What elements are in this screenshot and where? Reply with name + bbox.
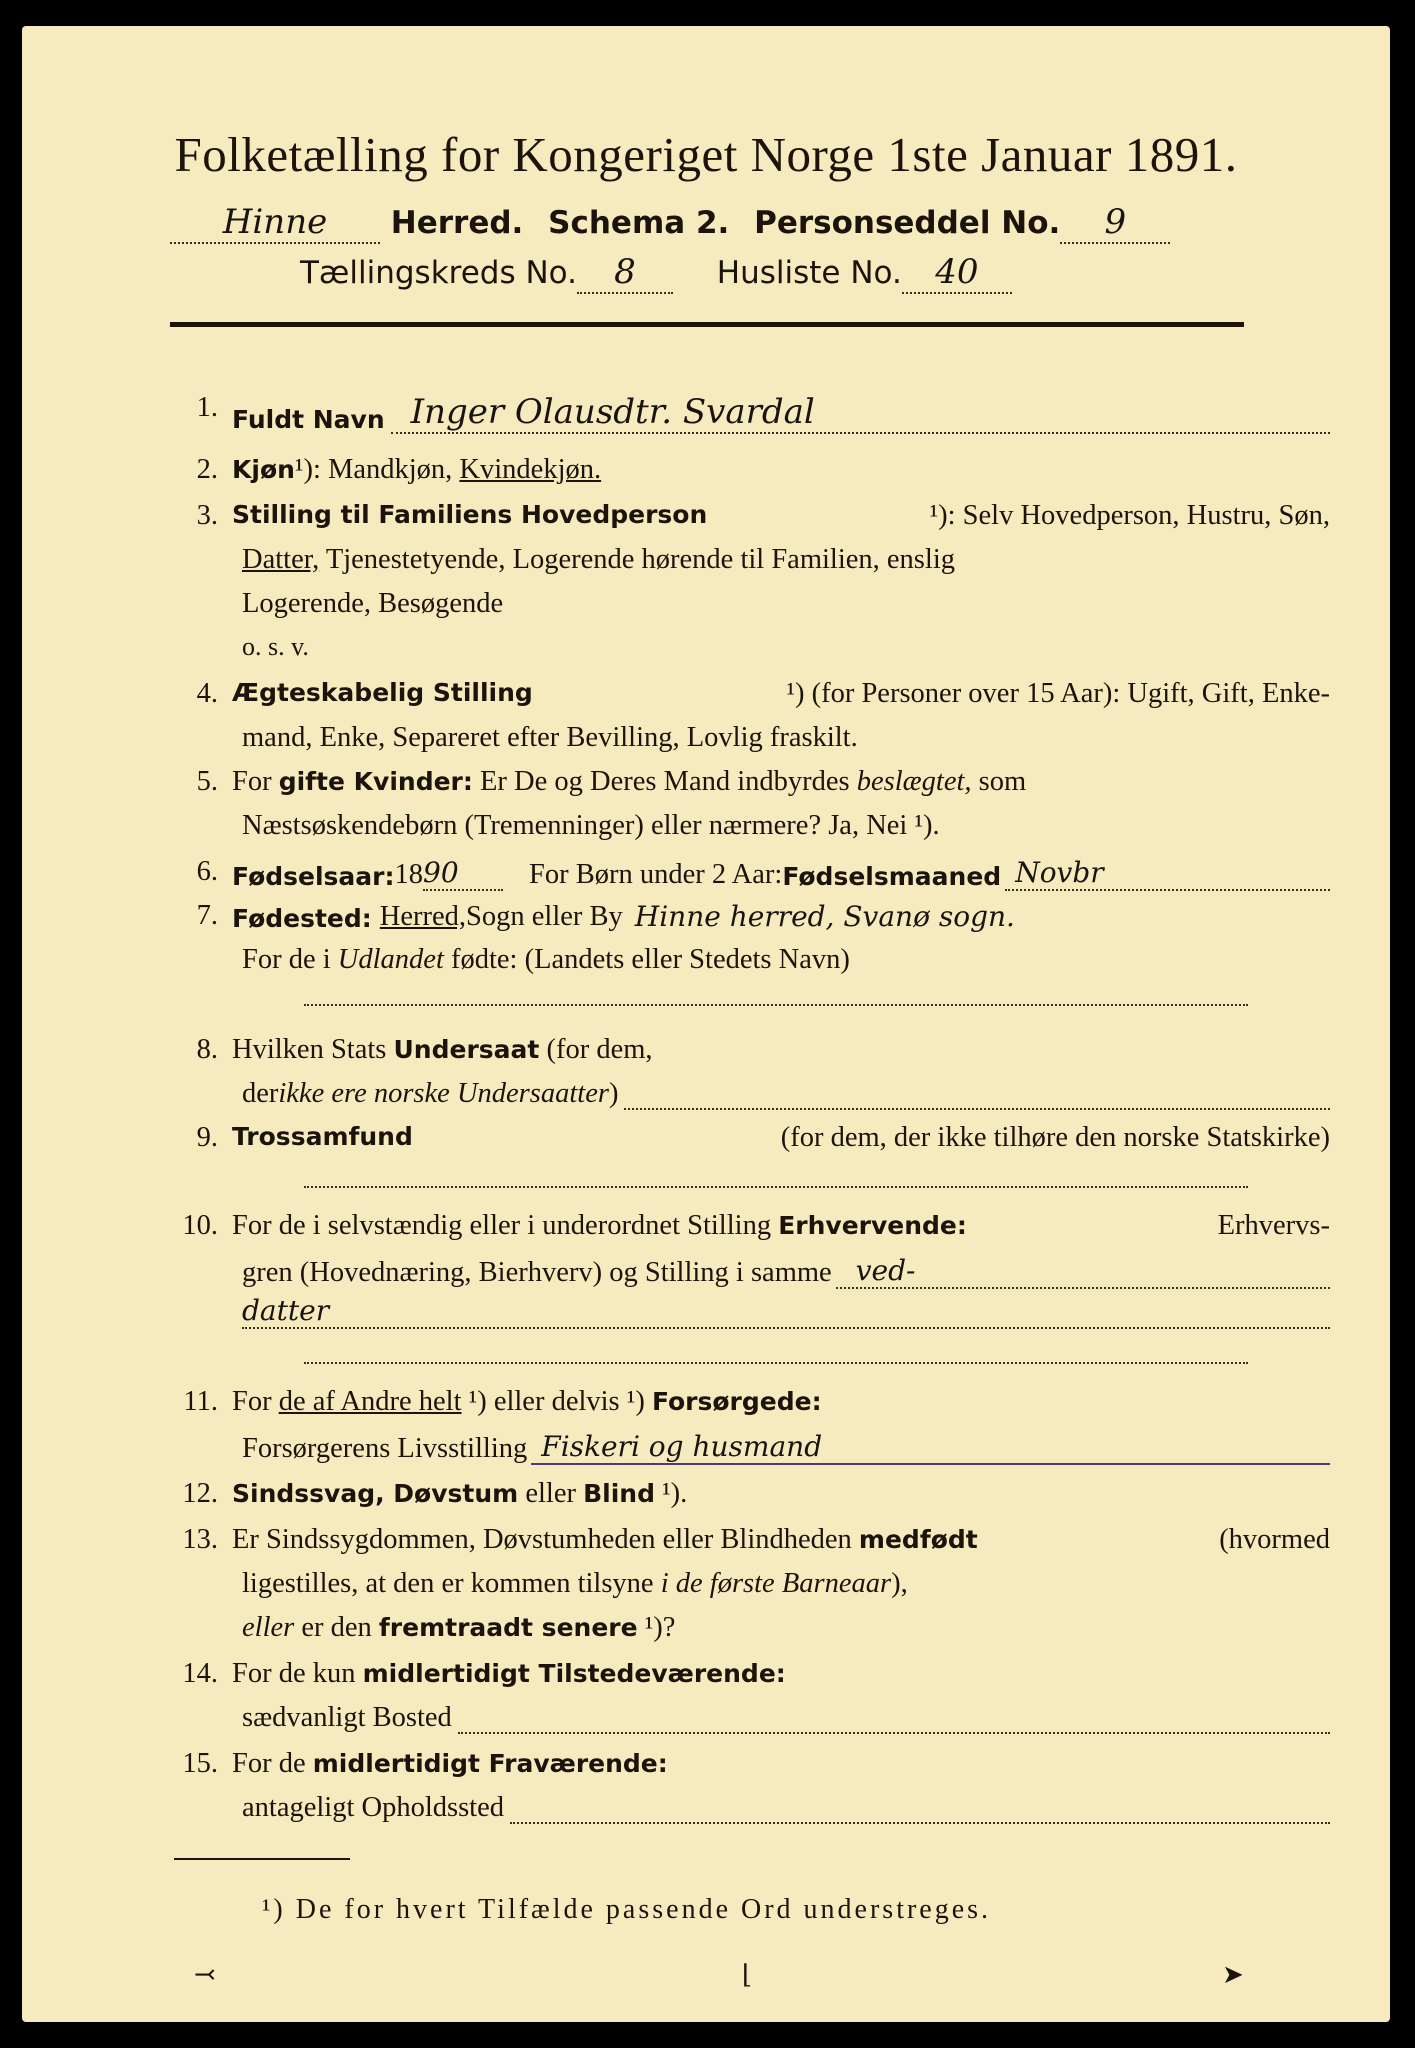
husliste-label: Husliste No. [716, 255, 902, 291]
erhverv-value-1: ved- [836, 1254, 1330, 1289]
fodested-value: Hinne herred, Svanø sogn. [634, 900, 1015, 933]
fuldt-navn-value: Inger Olausdtr. Svardal [391, 392, 1330, 434]
form-title: Folketælling for Kongeriget Norge 1ste Januar 1891. [174, 127, 1238, 182]
census-form-page: Folketælling for Kongeriget Norge 1ste Januar 1891. Hinne Herred. Schema 2. Personseddel No. 9 Tællingskreds No. 8 Husliste No. 40 1. Fuldt Navn Inger Olausdtr. Svardal 2. Kjøn¹): Mandkjøn, Kvindekjøn. 3. Stilling til Familiens Hovedperson ¹): Selv Hovedperson, Hustru, Søn, Datter, Tjenestetyende, Logerende hørende til Familien, enslig Logerende, Besøgende o. s. v. 4. Ægteskabelig Stilling ¹) (for Personer over 15 Aar): Ugift, Gift, Enke- mand, Enke, Separeret efter Bevilling, Lovlig fraskilt. 5. For gifte Kvinder: Er De og Deres Mand indbyrdes beslægtet, som Næstsøskendebørn (Tremenninger) eller nærmere? Ja, Nei ¹). 6. Fødselsaar: 18 90 For Børn under 2 Aar: Fødselsmaaned Novbr 7. Fødested: Herred, Sogn eller By Hinne herred, Svanø sogn. For de i Udlandet fødte: (Landets eller Stedets Navn) 8. Hvilken Stats Undersaat (for dem, der ikke ere norske Undersaatter ) 9. Trossamfund (for dem, der ikke tilhøre den norske Statskirke) 10. For de i selvstændig eller i underordnet Stilling Erhvervende: Erhvervs- gren (Hovednæring, Bierhverv) og Stilling i samme ved- datter 11. For de af Andre helt ¹) eller delvis ¹) Forsørgede: Forsørgerens Livsstilling Fiskeri og husmand 12. Sindssvag, Døvstum eller Blind ¹). 13. Er Sindssygdommen, Døvstumheden eller Blindheden medfødt (hvormed ligestilles, at den er kommen tilsyne i de første Barneaar), eller er den fremtraadt senere ¹)? 14. For de kun midlertidigt Tilstedeværende: sædvanligt Bosted 15. For de midlertidigt Fraværende: antageligt Opholdssted ¹) De for hvert Tilfælde passende Ord understreges. ⤙ ⌊ ➤ [22, 26, 1390, 2022]
herred-value: Hinne [222, 202, 328, 242]
trossamfund-line [304, 1186, 1248, 1188]
fodested-selected: Herred, [379, 901, 467, 932]
fodselsaar-value: 90 [423, 856, 503, 891]
stilling-selected: Datter, [242, 544, 320, 575]
forsorgede-selected: de af Andre helt [278, 1386, 462, 1417]
footnote-rule [174, 1858, 350, 1860]
kjon-selected: Kvindekjøn. [459, 454, 602, 485]
erhverv-value-2: datter [242, 1294, 1330, 1329]
husliste-value: 40 [935, 252, 979, 292]
kreds-line [300, 252, 1012, 294]
personseddel-label: Personseddel No. [754, 205, 1061, 241]
kreds-value: 8 [614, 252, 636, 292]
fuldt-navn-label: Fuldt Navn [232, 405, 385, 434]
footnote: ¹) De for hvert Tilfælde passende Ord understreges. [262, 1894, 992, 1925]
herred-label: Herred. [390, 205, 524, 241]
schema-label: Schema 2. [548, 205, 730, 241]
kreds-label: Tællingskreds No. [300, 255, 577, 291]
herred-line [170, 202, 1170, 244]
registration-mark-left: ⤙ [194, 1960, 216, 1990]
registration-mark-right: ➤ [1222, 1960, 1244, 1990]
forsorger-value: Fiskeri og husmand [531, 1430, 1330, 1465]
personseddel-value: 9 [1104, 202, 1127, 242]
erhverv-line-3 [304, 1362, 1248, 1364]
fodselsmaaned-value: Novbr [1005, 856, 1330, 891]
header-rule [170, 322, 1244, 327]
udland-line [304, 1004, 1248, 1006]
registration-mark-center: ⌊ [742, 1960, 753, 1990]
